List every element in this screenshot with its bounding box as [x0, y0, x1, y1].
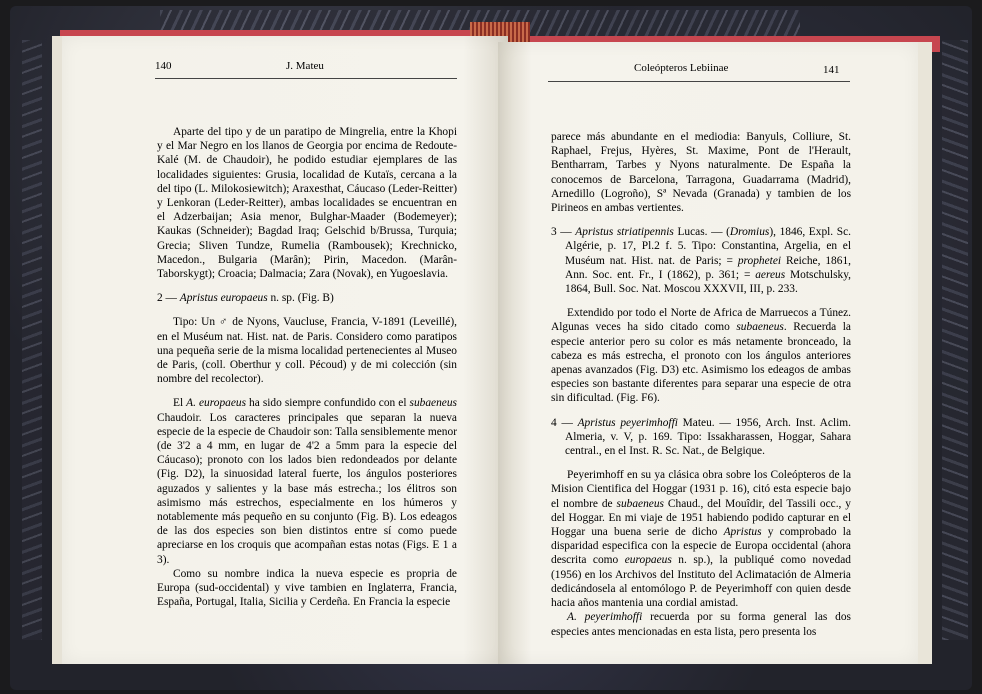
italic-term: aereus	[755, 268, 786, 281]
italic-term: Dromius	[729, 226, 770, 239]
text-run: n. sp.), la publiqué como novedad (1956) en los Archivos del Instituto del Aclimatación de Almeria dedicándosela al entomólogo P. de Peyerimhoff con quien desde hacia años mantenia una cordial amistad.	[551, 554, 851, 610]
paragraph-gap	[551, 406, 851, 416]
text-run: n. sp. (Fig. B)	[267, 292, 334, 305]
text-run: Tipo: Un ♂ de Nyons, Vaucluse, Francia, V-1891 (Leveillé), en el Muséum nat. Hist. nat. de Paris. Considero como paratipos una pequeña serie de la misma localidad pertenecientes al Museo de Paris, (coll. Oberthur y coll. Pécoud) y de mi colección (sin nombre del recolector).	[157, 316, 457, 386]
text-run: Como su nombre indica la nueva especie es propria de Europa (sud-occidental) y vive tambien en Inglaterra, Francia, España, Portugal, Italia, Sicilia y Cerdeña. En Francia la especie	[157, 567, 457, 609]
text-run: Motschulsky, 1864, Bull. Soc. Nat. Moscou XXXVII, III, p. 233.	[565, 268, 851, 296]
text-run: 2 —	[157, 292, 180, 305]
paragraph	[157, 315, 457, 386]
right-header-rule	[548, 81, 850, 82]
paragraph	[157, 567, 457, 610]
italic-term: subaeneus	[616, 497, 664, 510]
paragraph-gap	[157, 305, 457, 315]
right-page-header: Coleópteros Lebiinae	[634, 62, 729, 74]
italic-term: Apristus europaeus	[179, 292, 268, 305]
left-page-text	[157, 125, 457, 610]
text-run: Aparte del tipo y de un paratipo de Mingrelia, entre la Khopi y el Mar Negro en los llanos de Georgia por encima de Redoute-Kalé (M. de Chaudoir), he podido estudiar ejemplares de las localidades siguientes: Grusia, localidad de Kutaïs, cercana a la del tipo (L. Milokosiewitch); Araxesthat, Cáucaso (Leder-Reitter) y Lenkoran (Leder-Reitter), ambas localidades se encuentran en el Adzerbaijan; Asia menor, Bulghar-Maader (Bodemeyer); Kaukas (Schneider); Bagdad Iraq; Gelschid b/Brussa, Turquia; Grecia; Sliven Tundze, Rumelia (Rambousek); Krechnicko, Macedon., Bulgaria (Marân); Pirin, Macedon. (Marân-Taborskygt); Croacia; Dalmacia; Zara (Novak), en Yugoeslavia.	[157, 126, 457, 281]
text-run: . Recuerda la especie anterior pero su color es más netamente bronceado, la cabeza es más estrecha, el pronoto con los ángulos anteriores apenas avanzados (Fig. D3) etc. Asimismo los edeagos de ambas especies son bastante diferentes para separar una especie de otra sin dificultad. (Fig. F6).	[551, 321, 851, 405]
species-heading	[551, 416, 851, 459]
right-page-number: 141	[823, 64, 840, 76]
left-page-header: J. Mateu	[286, 60, 324, 72]
text-run: 4 —	[551, 416, 578, 429]
italic-term: prophetei	[737, 254, 782, 267]
text-run: ha sido siempre confundido con el	[246, 397, 410, 410]
text-run: Lucas. — (	[673, 226, 730, 239]
italic-term: A. europaeus	[186, 397, 247, 410]
paragraph	[551, 130, 851, 215]
text-run: y comprobado la disparidad especifica con la especie de Europa occidental (ahora descrita como	[551, 526, 851, 567]
text-run: Chaud., del Mouîdir, del Tassili occ., y del Hoggar. En mi viaje de 1951 habiendo podido capturar en el Hoggar una buena serie de dicho	[551, 497, 851, 539]
text-run: Mateu. — 1956, Arch. Inst. Aclim. Almeria, v. V, p. 169. Tipo: Issakharassen, Hoggar, Sahara central., en el Inst. R. Sc. Nat., de Belgique.	[565, 416, 851, 458]
left-header-rule	[155, 78, 457, 79]
italic-term: Apristus	[723, 526, 762, 539]
paragraph-gap	[157, 281, 457, 291]
italic-term: Apristus striatipennis	[575, 226, 674, 239]
paragraph	[551, 468, 851, 610]
paragraph-gap	[551, 458, 851, 468]
italic-term: A. peyerimhoffi	[567, 611, 643, 624]
paragraph	[157, 396, 457, 566]
species-heading	[157, 291, 457, 305]
text-run: recuerda por su forma general las dos especies antes mencionadas en esta lista, pero presenta los	[551, 611, 851, 638]
paragraph	[551, 610, 851, 638]
italic-term: europaeus	[624, 554, 672, 567]
paragraph-gap	[551, 296, 851, 306]
marbled-cover-left	[22, 40, 42, 640]
italic-term: subaeneus	[736, 321, 784, 334]
text-run: ), 1846, Expl. Sc. Algérie, p. 17, Pl.2 f. 5. Tipo: Constantina, Argelia, en el Muséum nat. Hist. nat. de Paris; =	[565, 226, 851, 267]
paragraph-gap	[157, 386, 457, 396]
text-run: 3 —	[551, 226, 576, 239]
text-run: Reiche, 1861, Ann. Soc. ent. Fr., I (1862), p. 361; =	[565, 254, 851, 281]
species-heading	[551, 225, 851, 296]
paragraph	[551, 306, 851, 405]
left-page-number: 140	[155, 60, 172, 72]
text-run: Extendido por todo el Norte de Africa de Marruecos a Túnez. Algunas veces ha sido citado como	[551, 307, 851, 334]
paragraph	[157, 125, 457, 281]
text-run: Chaudoir. Los caracteres principales que separan la nueva especie de la especie de Chaudoir son: Talla sensiblemente menor (de 3'2 a 4 mm, en lugar de 4'2 a 5mm para la especie del Cáucaso); pronoto con los lados bien redondeados por delante (Fig. D2), la sinuosidad lateral fuerte, los ángulos posteriores aguzados y salientes y la base más estrecha.; los élitros son asimismo más estrechos, especialmente en los húmeros y notablemente más pequeño en su conjunto (Fig. B). Los edeagos de las dos especies son bien distintos entre sí como puede apreciarse en los croquis que acompañan estas notas (Figs. E 1 a 3).	[157, 411, 457, 566]
text-run: parece más abundante en el mediodia: Banyuls, Colliure, St. Raphael, Frejus, Hyères, St. Maxime, Pont de l'Herault, Bentharram, Tarbes y Nyons naturalmente. De España la conocemos de Barcelona, Tarragona, Guadarrama (Madrid), Arnedillo (Logroño), Sª Nevada (Granada) y tambien de los Pirineos en ambas vertientes.	[551, 131, 851, 215]
text-run: El	[173, 397, 187, 410]
paragraph-gap	[551, 215, 851, 225]
italic-term: subaeneus	[409, 397, 457, 410]
right-page-text	[551, 130, 851, 639]
text-run: Peyerimhoff en su ya clásica obra sobre los Coleópteros de la Mision Cientifica del Hoggar (1931 p. 16), citó esta especie bajo el nombre de	[551, 469, 851, 510]
italic-term: Apristus peyerimhoffi	[577, 416, 678, 429]
marbled-cover-right	[942, 40, 968, 640]
